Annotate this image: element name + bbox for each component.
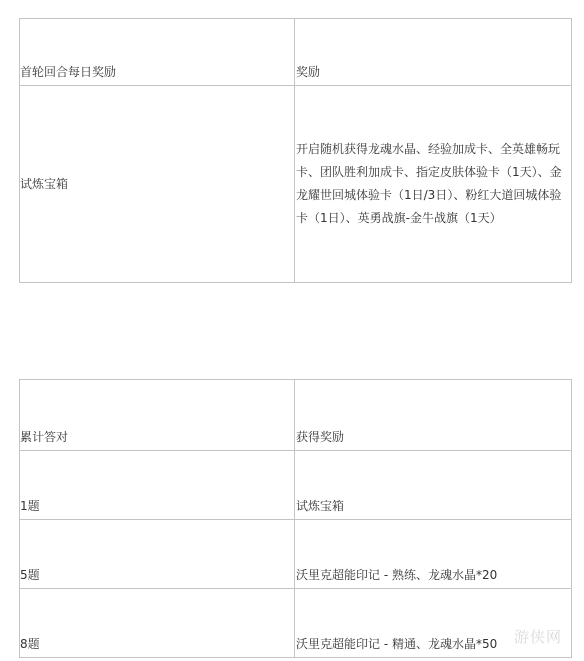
header-cell-round-reward: 首轮回合每日奖励 xyxy=(20,19,295,86)
cell-correct-count: 8题 xyxy=(20,589,295,658)
cell-reward: 沃里克超能印记 - 精通、龙魂水晶*50 xyxy=(295,589,572,658)
table-row xyxy=(20,451,572,520)
table-row xyxy=(20,589,572,658)
header-cell-obtained-reward: 获得奖励 xyxy=(295,380,572,451)
header-cell-reward: 奖励 xyxy=(295,19,572,86)
table-row xyxy=(20,520,572,589)
table-header-row xyxy=(20,19,572,86)
cell-correct-count: 1题 xyxy=(20,451,295,520)
cell-reward: 沃里克超能印记 - 熟练、龙魂水晶*20 xyxy=(295,520,572,589)
cell-reward-detail: 开启随机获得龙魂水晶、经验加成卡、全英雄畅玩卡、团队胜利加成卡、指定皮肤体验卡（1天）、金龙耀世回城体验卡（1日/3日）、粉红大道回城体验卡（1日）、英勇战旗-金牛战旗（1天） xyxy=(295,86,572,283)
cumulative-reward-table xyxy=(19,379,572,658)
cell-reward: 试炼宝箱 xyxy=(295,451,572,520)
watermark-logo: 游侠网 xyxy=(513,628,562,646)
table-header-row xyxy=(20,380,572,451)
daily-reward-table xyxy=(19,18,572,283)
table-row xyxy=(20,86,572,283)
cell-correct-count: 5题 xyxy=(20,520,295,589)
header-cell-correct-count: 累计答对 xyxy=(20,380,295,451)
cell-reward-name: 试炼宝箱 xyxy=(20,86,295,283)
